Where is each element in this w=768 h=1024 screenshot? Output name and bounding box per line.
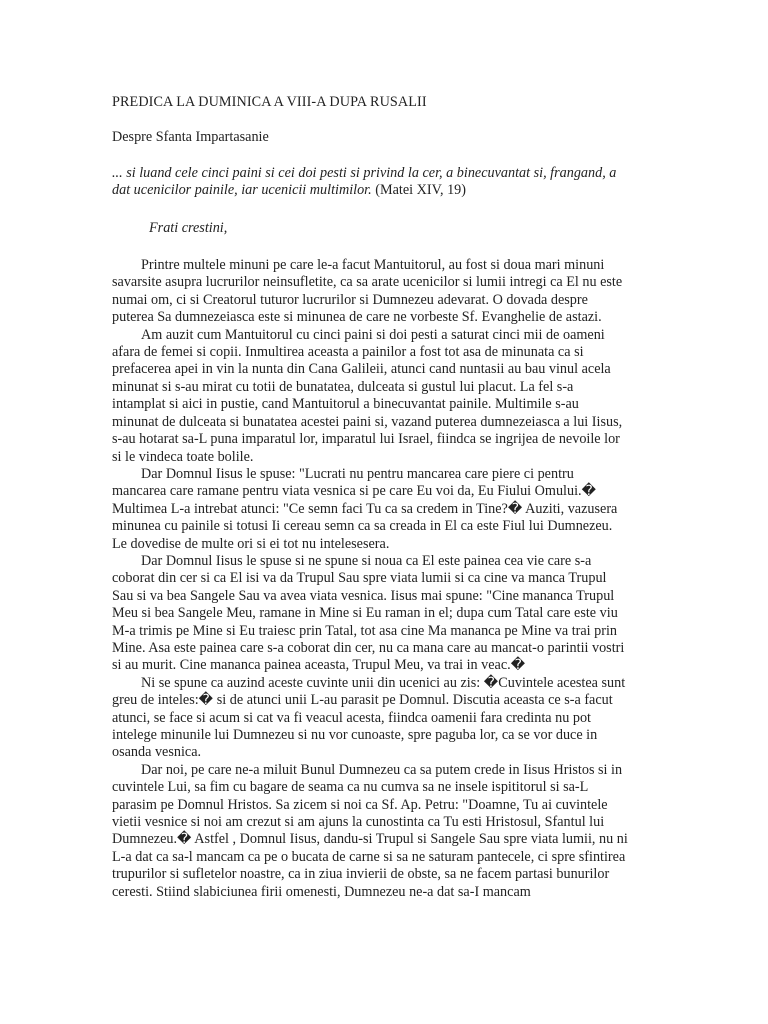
paragraph-2: Am auzit cum Mantuitorul cu cinci paini si doi pesti a saturat cinci mii de oameni afara de femei si copii. Inmultirea aceasta a painilor a fost tot asa de minunata ca si prefacerea apei in vin la nunta din Cana Galileii, atunci cand nuntasii au bau vinul acela minunat si s-au mirat cu totii de bunatatea, dulceata si gustul lui placut. La fel s-a intamplat si aici in pustie, cand Mantuitorul a binecuvantat painile. Multimile s-au minunat de dulceata si bunatatea acestei paini si, vazand puterea dumnezeiasca a lui Iisus, s-au hotarat sa-L puna imparatul lor, imparatul lui Israel, fiindca se ingrijea de nevoile lor si le vindeca toate bolile.: [112, 326, 623, 465]
body-text: [112, 257, 628, 901]
quote-text: ... si luand cele cinci paini si cei doi pesti si privind la cer, a binecuvantat si, frangand, a dat ucenicilor painile, iar ucenicii multimilor.: [112, 164, 617, 199]
paragraph-3: Dar Domnul Iisus le spuse: "Lucrati nu pentru mancarea care piere ci pentru mancarea care ramane pentru viata vesnica si pe care Eu voi da, Eu Fiului Omului.� Multimea L-a intrebat atunci: "Ce semn faci Tu ca sa credem in Tine?� Auziti, vazusera minunea cu painile si totusi Ii cereau semn ca sa creada in El ca este Fiul lui Dumnezeu. Le dovedise de multe ori si ei tot nu intelesesera.: [112, 465, 618, 552]
document-subtitle: Despre Sfanta Impartasanie: [112, 129, 269, 146]
paragraph-1: Printre multele minuni pe care le-a facut Mantuitorul, au fost si doua mari minuni savarsite asupra lucrurilor neinsufletite, ca sa arate ucenicilor si lumii intregi ca El nu este numai om, ci si Creatorul tuturor lucrurilor si Dumnezeu adevarat. O dovada despre puterea Sa dumnezeiasca este si minunea de care ne vorbeste Sf. Evanghelie de astazi.: [112, 257, 623, 326]
quote-reference: (Matei XIV, 19): [371, 182, 466, 199]
paragraph-4: Dar Domnul Iisus le spuse si ne spune si noua ca El este painea cea vie care s-a coborat din cer si ca El isi va da Trupul Sau spre viata lumii si ca cine va manca Trupul Sau si va bea Sangele Sau va avea viata vesnica. Iisus mai spune: "Cine mananca Trupul Meu si bea Sangele Meu, ramane in Mine si Eu raman in el; dupa cum Tatal care este viu M-a trimis pe Mine si Eu traiesc prin Tatal, tot asa cine Ma mananca pe Mine va trai prin Mine. Asa este painea care s-a coborat din cer, nu ca mana care au mancat-o parintii vostri si au murit. Cine mananca painea aceasta, Trupul Meu, va trai in veac.�: [112, 552, 625, 674]
document-content: [112, 94, 628, 901]
document-title: PREDICA LA DUMINICA A VIII-A DUPA RUSALII: [112, 94, 427, 110]
paragraph-6: Dar noi, pe care ne-a miluit Bunul Dumnezeu ca sa putem crede in Iisus Hristos si in cuvintele Lui, sa fim cu bagare de seama ca nu cumva sa ne insele ispititorul si sa-L parasim pe Domnul Hristos. Sa zicem si noi ca Sf. Ap. Petru: "Doamne, Tu ai cuvintele vietii vesnice si noi am crezut si am ajuns la cunostinta ca Tu esti Hristosul, Sfantul lui Dumnezeu.� Astfel , Domnul Iisus, dandu-si Trupul si Sangele Sau spre viata lumii, nu ni L-a dat ca sa-l mancam ca pe o bucata de carne si sa ne saturam pantecele, ci spre sfintirea trupurilor si sufletelor noastre, ca in ziua invierii de obste, sa ne facem partasi bunurilor ceresti. Stiind slabiciunea firii omenesti, Dumnezeu ne-a dat sa-I mancam: [112, 761, 628, 900]
salutation: Frati crestini,: [149, 219, 228, 236]
paragraph-5: Ni se spune ca auzind aceste cuvinte unii din ucenici au zis: �Cuvintele acestea sunt greu de inteles:� si de atunci unii L-au parasit pe Domnul. Discutia aceasta ce s-a facut atunci, se face si acum si cat va fi veacul acesta, fiindca oamenii fara credinta nu pot intelege minunile lui Dumnezeu si nu vor cunoaste, spre paguba lor, ca se vor duce in osanda vesnica.: [112, 674, 626, 761]
scripture-quote: [112, 165, 628, 200]
